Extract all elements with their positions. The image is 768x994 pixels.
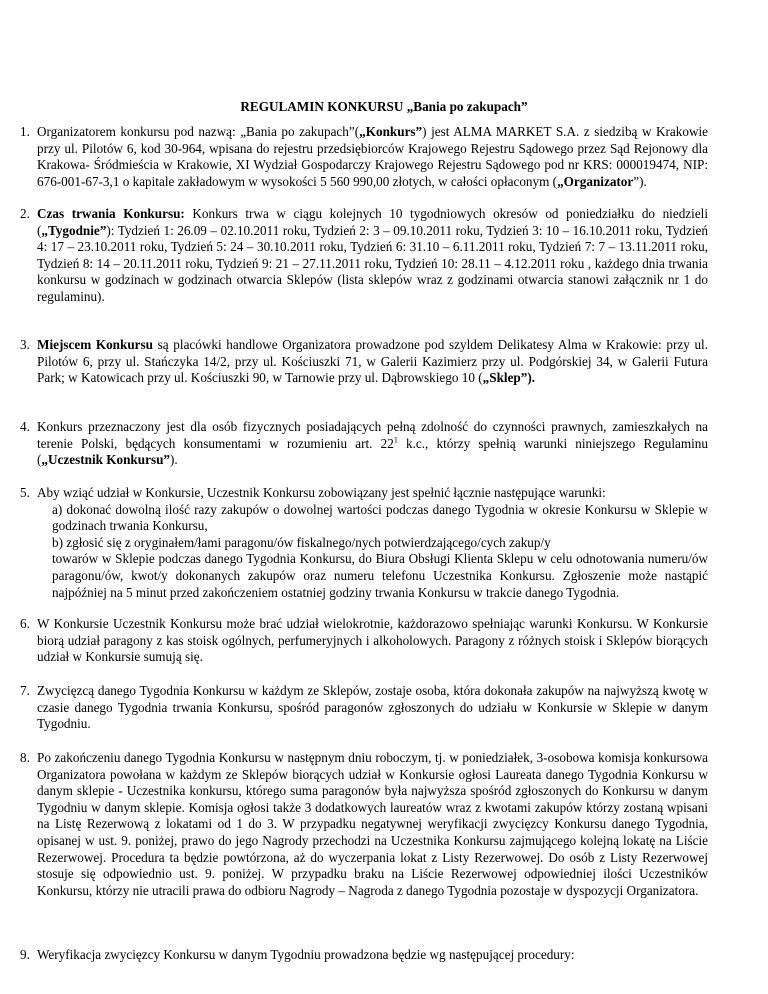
- paragraph-text: Zwycięzcą danego Tygodnia Konkursu w każdym ze Sklepów, zostaje osoba, która dokonała zakupów na najwyższą kwotę w czasie danego Tygodnia trwania Konkursu, spośród paragonów zgłoszonych do udziału w Konkursie w Sklepie w danym Tygodniu.: [37, 683, 708, 732]
- bold-term: „Tygodnie”: [41, 222, 107, 238]
- text-run: Konkurs przeznaczony jest dla osób fizycznych posiadających pełną zdolność do czynności prawnych, zamieszkałych na terenie Polski, będących konsumentami w rozumieniu art. 22: [37, 419, 708, 451]
- paragraph-text: [37, 337, 708, 387]
- text-run: ): Tydzień 1: 26.09 – 02.10.2011 roku, Tydzień 2: 3 – 09.10.2011 roku, Tydzień 3: 10 – 16.10.2011 roku, Tydzień 4: 17 – 23.10.2011 roku, Tydzień 5: 24 – 30.10.2011 roku, Tydzień 6: 31.10 – 6.11.2011 roku, Tydzień 7: 7 – 13.11.2011 roku, Tydzień 8: 14 – 20.11.2011 roku, Tydzień 9: 21 – 27.11.2011 roku, Tydzień 10: 28.11 – 4.12.2011 roku , każdego dnia trwania konkursu w godzinach w godzinach otwarcia Sklepów (lista sklepów wraz z godzinami otwarcia stanowi załącznik nr 1 do regulaminu).: [37, 222, 708, 304]
- paragraph-intro: Aby wziąć udział w Konkursie, Uczestnik Konkursu zobowiązany jest spełnić łącznie następujące warunki:: [37, 485, 606, 500]
- text-run: Konkurs trwa w ciągu kolejnych 10 tygodniowych okresów od poniedziałku do niedzieli (: [37, 206, 708, 238]
- paragraph-number: 9.: [20, 947, 30, 962]
- text-run: Organizatorem konkursu pod nazwą: „Bania po zakupach”(: [37, 124, 360, 139]
- bold-term: Czas trwania Konkursu:: [37, 206, 185, 221]
- paragraph-number: 7.: [20, 683, 30, 698]
- paragraph-number: 8.: [20, 750, 30, 765]
- bold-term: „Uczestnik Konkursu”: [41, 452, 171, 468]
- paragraph-text: W Konkursie Uczestnik Konkursu może brać udział wielokrotnie, każdorazowo spełniając warunki Konkursu. W Konkursie biorą udział paragony z kas stoisk ogólnych, perfumeryjnych i alkoholowych. Paragony z różnych stoisk i Sklepów biorących udział w Konkursie sumują się.: [37, 616, 708, 665]
- paragraph-number: 1.: [20, 124, 30, 139]
- paragraph-number: 2.: [20, 206, 30, 221]
- paragraph-text: Po zakończeniu danego Tygodnia Konkursu w następnym dniu roboczym, tj. w poniedziałek, 3-osobowa komisja konkursowa Organizatora powołana w każdym ze Sklepów biorących udział w Konkursie ogłosi Laureata danego Tygodnia Konkursu w danym sklepie - Uczestnika konkursu, którego suma paragonów była najwyższa spośród zgłoszonych do Konkursu w danym Tygodniu w danym sklepie. Komisja ogłosi także 3 dodatkowych laureatów wraz z kwotami zakupów którzy zostaną wpisani na Listę Rezerwową z lokatami od 1 do 3. W przypadku negatywnej weryfikacji zwycięzcy Konkursu danego Tygodnia, opisanej w ust. 9. poniżej, prawo do jego Nagrody przechodzi na Uczestnika Konkursu zajmującego kolejną lokatę na Liście Rezerwowej. Procedura ta będzie powtórzona, aż do wyczerpania lokat z Listy Rezerwowej. Do osób z Listy Rezerwowej stosuje się odpowiednio ust. 9. poniżej. W przypadku braku na Liście Rezerwowej odpowiedniej ilości Uczestników Konkursu, którzy nie utracili prawa do odbioru Nagrody – Nagroda z danego Tygodnia pozostaje w dyspozycji Organizatora.: [37, 750, 708, 898]
- condition-b-first-line: b) zgłosić się z oryginałem/łami paragonu/ów fiskalnego/nych potwierdzającego/cych zakup/y: [52, 534, 551, 550]
- paragraph-text: [37, 206, 708, 306]
- bold-term: „Sklep”).: [482, 370, 536, 386]
- bold-term: „Konkurs”: [359, 124, 423, 139]
- superscript: 1: [393, 435, 398, 445]
- paragraph-text: [37, 124, 708, 190]
- paragraph-number: 4.: [20, 419, 30, 434]
- bold-term: „Organizator: [557, 173, 634, 189]
- document-title: REGULAMIN KONKURSU „Bania po zakupach”: [240, 99, 528, 114]
- text-run: k.c., którzy spełnią warunki niniejszego Regulaminu (: [37, 435, 708, 468]
- bold-term: Miejscem Konkursu: [37, 337, 154, 352]
- paragraph-number: 6.: [20, 616, 30, 631]
- text-run: ) jest ALMA MARKET S.A. z siedzibą w Krakowie przy ul. Pilotów 6, kod 30-964, wpisana do rejestru przedsiębiorców Krajowego Rejestru Sądowego przez Sąd Rejonowy dla Krakowa- Śródmieścia w Krakowie, XI Wydział Gospodarczy Krajowego Rejestru Sądowego pod nr KRS: 000019474, NIP: 676-001-67-3,1 o kapitale zakładowym w wysokości 5 560 990,00 złotych, w całości opłaconym (: [37, 124, 709, 189]
- paragraph-text: [37, 419, 708, 469]
- paragraph-number: 3.: [20, 337, 30, 352]
- text-run: są placówki handlowe Organizatora prowadzone pod szyldem Delikatesy Alma w Krakowie: przy ul. Pilotów 6, przy ul. Stańczyka 14/2, przy ul. Kościuszki 71, w Galerii Kazimierz przy ul. Podgórskiej 34, w Galerii Futura Park; w Katowicach przy ul. Kościuszki 90, w Tarnowie przy ul. Dąbrowskiego 10 (: [37, 337, 708, 386]
- paragraph-number: 5.: [20, 485, 30, 500]
- condition-b-rest: towarów w Sklepie podczas danego Tygodnia Konkursu, do Biura Obsługi Klienta Sklepu w celu odnotowania numeru/ów paragonu/ów, kwot/y dokonanych zakupów oraz numeru telefonu Uczestnika Konkursu. Zgłoszenie może nastąpić najpóźniej na 5 minut przed zakończeniem ostatniej godziny trwania Konkursu w trakcie danego Tygodnia.: [52, 551, 708, 600]
- text-run: ).: [170, 452, 178, 468]
- condition-a: a) dokonać dowolną ilość razy zakupów o dowolnej wartości podczas danego Tygodnia w okresie Konkursu w Sklepie w godzinach trwania Konkursu,: [52, 501, 708, 534]
- paragraph-text: [37, 485, 708, 601]
- paragraph-text: Weryfikacja zwycięzcy Konkursu w danym Tygodniu prowadzona będzie wg następującej procedury:: [37, 947, 575, 962]
- text-run: ”).: [633, 173, 647, 189]
